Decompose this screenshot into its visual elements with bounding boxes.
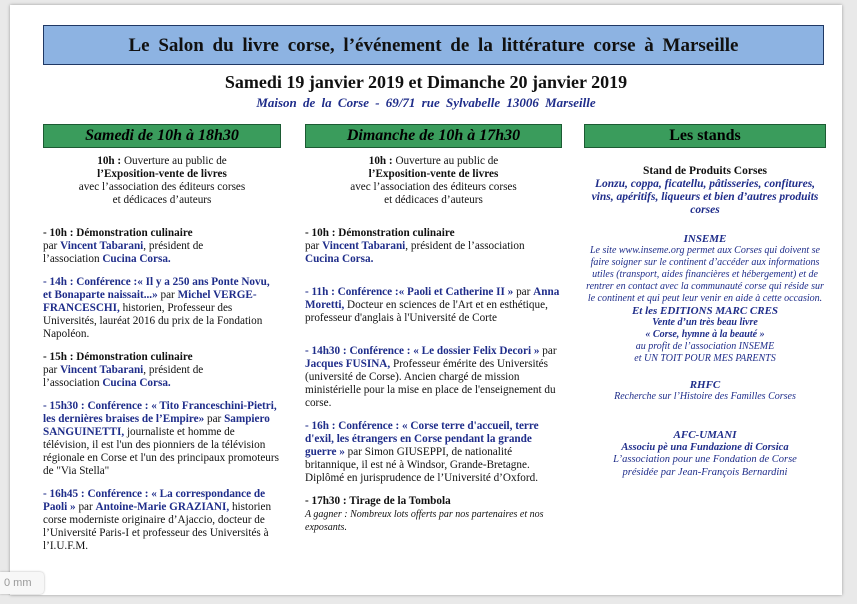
- opening-block: 10h : Ouverture au public de l’Exposition-vente de livres avec l’association des éditeurs corses et dédicaces d’auteurs: [78, 155, 246, 206]
- event-title: Le Salon du livre corse, l’événement de la littérature corse à Marseille: [128, 35, 739, 56]
- event-address: Maison de la Corse - 69/71 rue Sylvabelle 13006 Marseille: [256, 95, 596, 110]
- rhfc-block: RHFC Recherche sur l’Histoire des Familles Corses: [614, 379, 796, 402]
- event-item: - 10h : Démonstration culinaire par Vincent Tabarani, président de l’association Cucina Corsa.: [43, 227, 204, 265]
- saturday-header: Samedi de 10h à 18h30: [43, 124, 281, 148]
- title-banner: [43, 25, 824, 65]
- event-item: - 11h : Conférence :« Paoli et Catherine II » par Anna Moretti, Docteur en sciences de l'Art et en esthétique, professeur d'anglais à l'Université de Corte: [305, 286, 560, 324]
- event-item: - 15h30 : Conférence : « Tito Franceschini-Pietri, les dernières braises de l’Empire» par Sampiero SANGUINETTI, journaliste et homme de télévision, il est l'un des pionniers de la télévision régionale en Corse et l'un des principaux promoteurs de "Via Stella": [43, 400, 279, 477]
- document-page: [10, 5, 842, 595]
- event-dates: Samedi 19 janvier 2019 et Dimanche 20 janvier 2019: [224, 72, 628, 92]
- marc-cres-block: Et les EDITIONS MARC CRES Vente d’un très beau livre « Corse, hymne à la beauté » au profit de l’association INSEME et UN TOIT POUR MES PARENTS: [631, 305, 779, 364]
- event-item: - 15h : Démonstration culinaire par Vincent Tabarani, président de l’association Cucina Corsa.: [43, 351, 204, 389]
- event-item: - 10h : Démonstration culinaire par Vincent Tabarani, président de l’association Cucina Corsa.: [305, 227, 525, 265]
- saturday-column: [43, 155, 281, 563]
- stand-products: Stand de Produits Corses Lonzu, coppa, ficatellu, pâtisseries, confitures, vins, apéritifs, liqueurs et bien d’autres produits corses: [591, 165, 819, 216]
- sunday-column: [305, 155, 562, 544]
- sunday-header: Dimanche de 10h à 17h30: [305, 124, 562, 148]
- stands-header: Les stands: [584, 124, 826, 148]
- event-item: - 14h : Conférence :« Il y a 250 ans Ponte Novu, et Bonaparte naissait...» par Michel VERGE-FRANCESCHI, historien, Professeur des Universités, lauréat 2016 du prix de la Fondation Napoléon.: [43, 276, 270, 340]
- inseme-block: INSEME Le site www.inseme.org permet aux Corses qui doivent se faire soigner sur le continent d’accéder aux informations utiles (transport, aides financières et hébergement) et de rentrer en contact avec la communauté corse qui réside sur le continent et qui peut leur venir en aide à cette occasion.: [586, 233, 824, 304]
- event-item: - 16h45 : Conférence : « La correspondance de Paoli » par Antoine-Marie GRAZIANI, historien corse moderniste originaire d’Ajaccio, docteur de l’Université Paris-I et professeur des Universités à l’I.U.F.M.: [43, 488, 272, 552]
- zoom-indicator: 0 mm: [0, 572, 44, 594]
- stands-column: [584, 155, 826, 489]
- opening-block: 10h : Ouverture au public de l’Exposition-vente de livres avec l’association des éditeurs corses et dédicaces d’auteurs: [350, 155, 517, 206]
- event-item: - 17h30 : Tirage de la Tombola A gagner : Nombreux lots offerts par nos partenaires et nos exposants.: [305, 495, 544, 533]
- afc-umani-block: AFC-UMANI Associu pè una Fundazione di Corsica L’association pour une Fondation de Corse présidée par Jean-François Bernardini: [613, 429, 797, 478]
- event-item: - 14h30 : Conférence : « Le dossier Felix Decori » par Jacques FUSINA, Professeur émérite des Universités (université de Corse). Ancien chargé de mission ministérielle pour la mise en place de l'enseignement du corse.: [305, 345, 557, 409]
- event-item: - 16h : Conférence : « Corse terre d'accueil, terre d'exil, les étrangers en Corse pendant la grande guerre » par Simon GIUSEPPI, de nationalité britannique, il est né à Windsor, Grande-Bretagne. Diplômé en jurisprudence de l’Université d’Oxford.: [305, 420, 539, 484]
